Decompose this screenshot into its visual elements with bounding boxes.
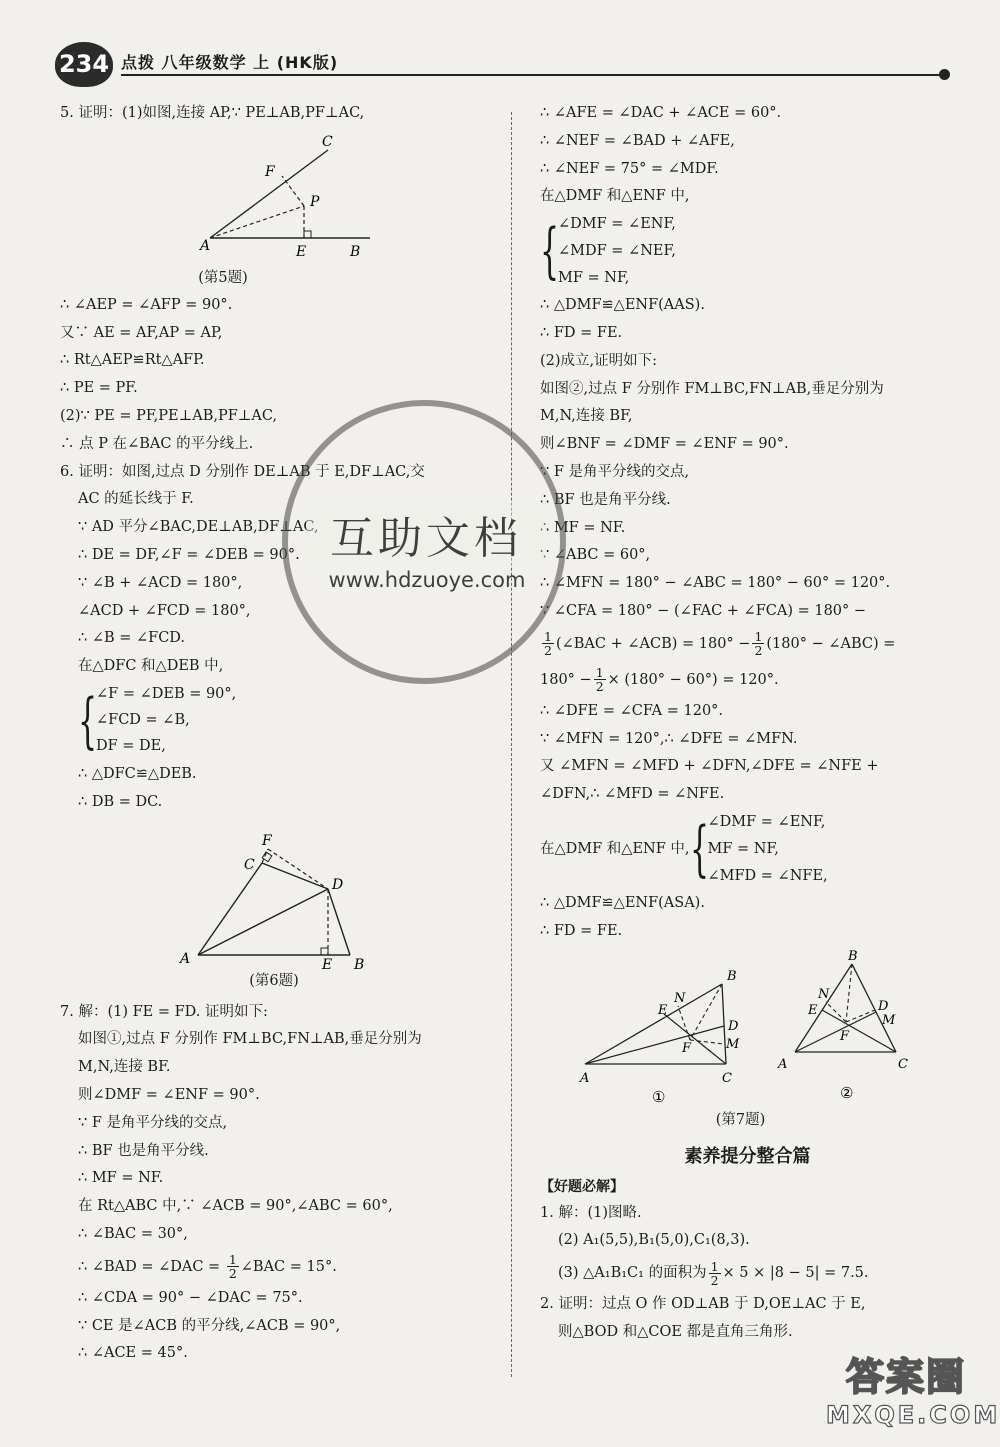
fig6-label-d: D — [332, 876, 344, 893]
watermark-title: 互助文档 — [306, 502, 546, 566]
frac-pre: 180° − — [540, 671, 592, 688]
q5-line: ∴ 点 P 在∠BAC 的平分线上. — [60, 435, 254, 452]
q7-cont-line: ∴ ∠AFE = ∠DAC + ∠ACE = 60°. — [540, 105, 782, 121]
q6-line: ∴ △DFC≌△DEB. — [78, 765, 197, 782]
q6-line: ∴ ∠B = ∠FCD. — [78, 630, 186, 647]
brace-glyph: { — [540, 216, 560, 287]
q7-line: ∴ BF 也是角平分线. — [78, 1142, 209, 1159]
column-divider — [511, 112, 512, 1377]
left-column — [60, 100, 496, 1368]
fig7a-label-e: E — [658, 1002, 668, 1018]
fig5-label-p: P — [310, 193, 320, 210]
section-title: 素养提分整合篇 — [684, 1145, 811, 1167]
q7-cont-line: ∴ FD = FE. — [540, 922, 623, 939]
fig7b-label-c: C — [898, 1056, 908, 1072]
fig7b-label-d: D — [878, 998, 889, 1014]
fig7a-label-n: N — [674, 990, 686, 1006]
fraction-denominator: 2 — [228, 1266, 237, 1282]
q7-cont-line: ∴ BF 也是角平分线. — [540, 491, 671, 508]
system-line: ∠DMF = ∠ENF, — [558, 216, 676, 233]
q7-cont-line: ∴ △DMF≌△ENF(AAS). — [540, 297, 705, 314]
q7-cont-line: ∵ ∠MFN = 120°,∴ ∠DFE = ∠MFN. — [540, 730, 798, 747]
fig7-sub-2: ② — [840, 1083, 854, 1102]
fig7a-label-d: D — [728, 1018, 739, 1034]
logo-big-text: 答案圈 — [845, 1355, 966, 1399]
fig6-label-e: E — [322, 956, 333, 969]
system-line: MF = NF, — [707, 840, 779, 857]
fig7b-label-a: A — [778, 1056, 788, 1072]
q7-cont-line: ∵ F 是角平分线的交点, — [540, 463, 690, 480]
q7-cont-line: ∴ ∠NEF = ∠BAD + ∠AFE, — [540, 132, 735, 149]
q6-equation-system — [60, 681, 496, 761]
fraction-denominator: 2 — [595, 679, 604, 695]
fig7a-label-c: C — [722, 1070, 732, 1086]
q7-line: ∴ ∠BAC = 30°, — [78, 1225, 188, 1242]
fig5-label-e: E — [296, 243, 307, 260]
fraction-denominator: 2 — [544, 643, 552, 659]
q7-cont-line: ∴ ∠MFN = 180° − ∠ABC = 180° − 60° = 120°. — [540, 575, 891, 592]
figure-6 — [60, 819, 496, 997]
fig6-label-a: A — [180, 950, 191, 967]
q7-cont-line: ∴ MF = NF. — [540, 519, 626, 536]
fig7a-label-m: M — [726, 1036, 740, 1052]
system-line: ∠F = ∠DEB = 90°, — [96, 685, 237, 702]
brace-glyph: { — [78, 685, 98, 756]
q7-cont-line: ∠DFN,∴ ∠MFD = ∠NFE. — [540, 786, 725, 803]
r1-equation-system — [540, 211, 955, 292]
q7-fraction-line — [540, 626, 955, 662]
q7-line: ∴ ∠CDA = 90° − ∠DAC = 75°. — [78, 1289, 303, 1306]
figure-5-caption: (第5题) — [198, 269, 248, 286]
q7-line: 在 Rt△ABC 中,∵ ∠ACB = 90°,∠ABC = 60°, — [78, 1198, 393, 1215]
s1-line: 1. 解：(1)图略. — [540, 1204, 642, 1221]
header-rule — [121, 74, 943, 76]
q7-line: 如图①,过点 F 分别作 FM⊥BC,FN⊥AB,垂足分别为 — [78, 1031, 422, 1048]
fig7a-label-b: B — [727, 968, 737, 984]
s2-line: 2. 证明：过点 O 作 OD⊥AB 于 D,OE⊥AC 于 E, — [540, 1296, 866, 1313]
q7-cont-line: ∴ FD = FE. — [540, 324, 623, 341]
fraction — [542, 630, 554, 657]
fig7a-label-f: F — [682, 1040, 692, 1056]
system-line: ∠MFD = ∠NFE, — [707, 867, 828, 884]
page-number: 234 — [55, 42, 113, 87]
fig7b-label-n: N — [818, 986, 830, 1002]
q7-cont-line: M,N,连接 BF, — [540, 408, 633, 425]
q7-line: ∵ F 是角平分线的交点, — [78, 1114, 228, 1131]
q7-fraction-line — [540, 662, 955, 698]
q7-cont-line: (2)成立,证明如下: — [540, 352, 658, 369]
system-line: ∠MDF = ∠NEF, — [558, 243, 676, 260]
fig7-sub-1: ① — [652, 1087, 666, 1106]
fraction-numerator: 1 — [710, 1258, 719, 1274]
fig6-label-f: F — [262, 832, 272, 849]
q7-cont-line: ∵ ∠CFA = 180° − (∠FAC + ∠FCA) = 180° − — [540, 602, 867, 619]
q7-cont-line: 又 ∠MFN = ∠MFD + ∠DFN,∠DFE = ∠NFE + — [540, 758, 879, 775]
q7-line: M,N,连接 BF. — [78, 1059, 171, 1076]
system-intro: 在△DMF 和△ENF 中, — [540, 840, 690, 857]
q7-cont-line: ∴ △DMF≌△ENF(ASA). — [540, 894, 705, 911]
fraction-denominator: 2 — [754, 643, 763, 659]
q6-line: ∵ AD 平分∠BAC,DE⊥AB,DF⊥AC, — [78, 519, 319, 536]
q7-line: ∵ CE 是∠ACB 的平分线,∠ACB = 90°, — [78, 1317, 341, 1334]
q7-line: ∴ ∠ACE = 45°. — [78, 1345, 188, 1362]
fraction — [709, 1260, 721, 1287]
system-line: DF = DE, — [96, 737, 166, 754]
figure-7 — [540, 948, 955, 1138]
r3-equation-system — [540, 809, 955, 890]
fig6-label-b: B — [354, 956, 365, 969]
fraction — [594, 666, 606, 693]
q7-cont-line: ∵ ∠ABC = 60°, — [540, 547, 651, 564]
header-dot — [939, 69, 950, 80]
q6-line: 6. 证明：如图,过点 D 分别作 DE⊥AB 于 E,DF⊥AC,交 — [60, 463, 425, 480]
section-tag: 【好题必解】 — [540, 1178, 624, 1195]
fig7b-label-f: F — [840, 1028, 850, 1044]
fig5-label-f: F — [265, 163, 275, 180]
fraction-numerator: 1 — [595, 665, 604, 681]
system-line: MF = NF, — [558, 270, 630, 287]
q7-fraction-line — [60, 1249, 496, 1285]
fig7a-label-a: A — [580, 1070, 590, 1086]
right-column — [540, 100, 955, 1347]
figure-7-caption: (第7题) — [715, 1111, 766, 1128]
book-title: 点拨 八年级数学 上 (HK版) — [121, 53, 339, 72]
brace-glyph: { — [689, 814, 709, 885]
q6-line: ∴ DB = DC. — [78, 793, 163, 810]
frac-post: (180° − ∠ABC) = — [766, 635, 896, 652]
q7-line: 则∠DMF = ∠ENF = 90°. — [78, 1086, 260, 1103]
fig7b-label-e: E — [808, 1002, 818, 1018]
s1-line: (2) A₁(5,5),B₁(5,0),C₁(8,3). — [558, 1232, 750, 1249]
q7-cont-line: 如图②,过点 F 分别作 FM⊥BC,FN⊥AB,垂足分别为 — [540, 380, 884, 397]
q7-line: ∴ MF = NF. — [78, 1170, 164, 1187]
figure-5-diagram — [60, 130, 496, 266]
s1-fraction-line — [540, 1255, 955, 1291]
q7-cont-line: 则∠BNF = ∠DMF = ∠ENF = 90°. — [540, 436, 789, 453]
q7-cont-line: ∴ ∠DFE = ∠CFA = 120°. — [540, 702, 724, 719]
fraction-numerator: 1 — [544, 629, 552, 645]
logo-small-text: MXQE.COM — [826, 1401, 1000, 1429]
frac-post: × 5 × |8 − 5| = 7.5. — [722, 1265, 869, 1282]
q7-line: 7. 解：(1) FE = FD. 证明如下: — [60, 1003, 268, 1020]
system-line: ∠FCD = ∠B, — [96, 711, 190, 728]
figure-7-diagram — [540, 948, 955, 1108]
q5-line: 5. 证明：(1)如图,连接 AP,∵ PE⊥AB,PF⊥AC, — [60, 105, 365, 121]
q6-line: ∴ DE = DF,∠F = ∠DEB = 90°. — [78, 546, 300, 563]
q6-line: AC 的延长线于 F. — [78, 491, 194, 508]
q6-line: ∵ ∠B + ∠ACD = 180°, — [78, 574, 243, 591]
q7-cont-line: 在△DMF 和△ENF 中, — [540, 188, 690, 205]
fraction-denominator: 2 — [710, 1272, 719, 1288]
q5-line: ∴ Rt△AEP≌Rt△AFP. — [60, 352, 205, 369]
fig6-label-c: C — [244, 856, 255, 873]
fig5-label-b: B — [350, 243, 361, 260]
frac-post: ∠BAC = 15°. — [240, 1258, 337, 1275]
q5-line: (2)∵ PE = PF,PE⊥AB,PF⊥AC, — [60, 407, 278, 424]
watermark-url: www.hdzuoye.com — [328, 568, 526, 592]
frac-mid: (∠BAC + ∠ACB) = 180° − — [555, 635, 751, 652]
fig7b-label-b: B — [848, 948, 858, 964]
system-line: ∠DMF = ∠ENF, — [707, 813, 826, 830]
fraction — [227, 1253, 239, 1280]
frac-pre: ∴ ∠BAD = ∠DAC = — [78, 1258, 225, 1275]
q6-line: 在△DFC 和△DEB 中, — [78, 658, 224, 675]
s2-line: 则△BOD 和△COE 都是直角三角形. — [558, 1323, 793, 1340]
fraction-numerator: 1 — [754, 629, 763, 645]
page-header — [55, 42, 955, 87]
fraction-numerator: 1 — [228, 1252, 237, 1268]
figure-6-caption: (第6题) — [249, 972, 299, 989]
q5-line: ∴ ∠AEP = ∠AFP = 90°. — [60, 296, 233, 313]
fraction — [752, 630, 764, 657]
fig5-label-c: C — [322, 133, 333, 150]
fig5-label-a: A — [200, 237, 211, 254]
q7-cont-line: ∴ ∠NEF = 75° = ∠MDF. — [540, 160, 719, 177]
figure-6-diagram — [60, 819, 496, 969]
q5-line: 又∵ AE = AF,AP = AP, — [60, 324, 223, 341]
q5-line: ∴ PE = PF. — [60, 380, 138, 397]
q6-line: ∠ACD + ∠FCD = 180°, — [78, 602, 251, 619]
frac-post: × (180° − 60°) = 120°. — [607, 671, 779, 688]
frac-pre: (3) △A₁B₁C₁ 的面积为 — [558, 1265, 707, 1282]
fig7b-label-m: M — [882, 1012, 896, 1028]
figure-5 — [60, 130, 496, 290]
corner-logo — [826, 1352, 1000, 1442]
